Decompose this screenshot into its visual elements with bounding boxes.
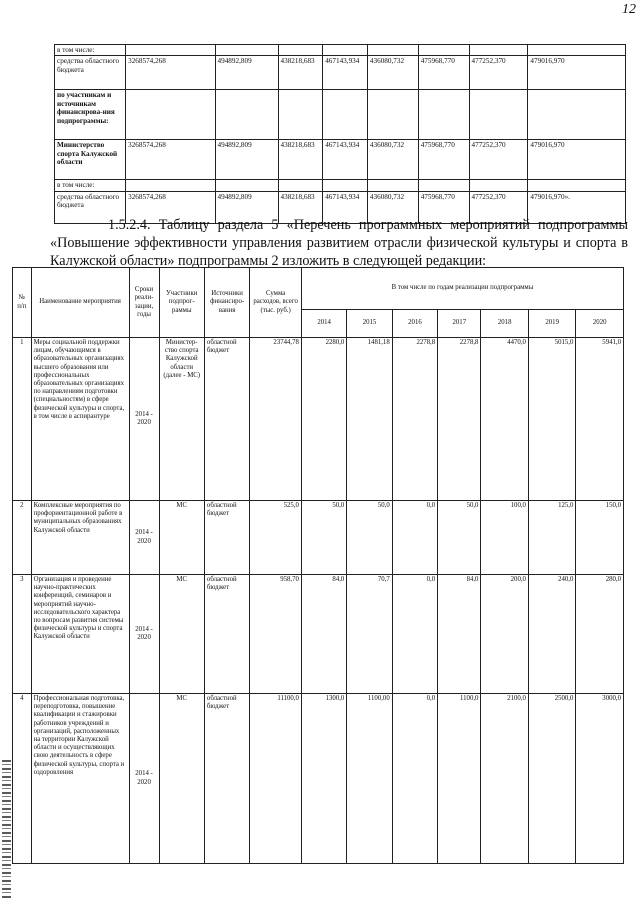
year-amount: 125,0 [528, 501, 575, 575]
measure-name: Меры социальной поддержки лицам, обучающимся в образовательных организациях высшего образования или профессиональных образовательных организациях по направлениям подготовки (специальностям) в сфере физической культуры и спорта, в том числе в аспирантуре [31, 338, 129, 501]
header-name: Наименование мероприятия [31, 268, 129, 338]
summary-cell: 436080,732 [367, 140, 418, 180]
measure-terms: 2014 - 2020 [129, 694, 159, 864]
measure-terms: 2014 - 2020 [129, 338, 159, 501]
summary-row-label: в том числе: [55, 45, 126, 56]
summary-cell [323, 45, 368, 56]
year-amount: 50,0 [301, 501, 346, 575]
table-row [13, 501, 624, 575]
summary-cell [323, 180, 368, 191]
year-amount: 2278,8 [392, 338, 437, 501]
header-year: 2014 [301, 310, 346, 338]
summary-cell [469, 180, 528, 191]
table-row [13, 575, 624, 694]
summary-cell: 438218,683 [278, 191, 323, 223]
summary-cell [215, 90, 278, 140]
year-amount: 100,0 [481, 501, 528, 575]
summary-row [55, 180, 626, 191]
year-amount: 3000,0 [576, 694, 624, 864]
summary-row [55, 56, 626, 90]
year-amount: 2100,0 [481, 694, 528, 864]
measure-name: Профессиональная подготовка, переподготовка, повышение квалификации и стажировки работников учреждений и организаций, расположенных на территории Калужской области и осуществляющих свою деятельность в сфере физической культуры, спорта и оздоровления [31, 694, 129, 864]
row-number: 1 [13, 338, 32, 501]
year-amount: 50,0 [347, 501, 392, 575]
summary-cell [469, 45, 528, 56]
summary-row [55, 45, 626, 56]
year-amount: 0,0 [392, 575, 437, 694]
summary-cell [323, 90, 368, 140]
year-amount: 2500,0 [528, 694, 575, 864]
summary-cell: 3268574,268 [126, 56, 215, 90]
summary-cell [278, 90, 323, 140]
header-year: 2020 [576, 310, 624, 338]
header-sources: Источники финансиро-вания [204, 268, 249, 338]
measure-name: Организация и проведение научно-практических конференций, семинаров и мероприятий научно-исследовательского характера по вопросам развития системы физической культуры и спорта Калужской области [31, 575, 129, 694]
measure-terms: 2014 - 2020 [129, 501, 159, 575]
year-amount: 240,0 [528, 575, 575, 694]
summary-cell: 438218,683 [278, 140, 323, 180]
measure-participant: МС [159, 694, 204, 864]
summary-cell: 479016,970». [528, 191, 626, 223]
year-amount: 150,0 [576, 501, 624, 575]
summary-cell [367, 45, 418, 56]
summary-row-label: средства областного бюджета [55, 191, 126, 223]
summary-cell: 475968,770 [418, 140, 469, 180]
total-sum: 11100,0 [250, 694, 302, 864]
scan-edge-artifact [2, 760, 11, 900]
year-amount: 280,0 [576, 575, 624, 694]
funding-source: областной бюджет [204, 501, 249, 575]
summary-cell: 438218,683 [278, 56, 323, 90]
summary-cell [367, 180, 418, 191]
summary-cell: 494892,809 [215, 56, 278, 90]
total-sum: 958,70 [250, 575, 302, 694]
summary-row [55, 90, 626, 140]
summary-cell: 479016,970 [528, 140, 626, 180]
measure-participant: МС [159, 501, 204, 575]
summary-cell: 436080,732 [367, 191, 418, 223]
funding-summary-table [54, 44, 626, 224]
total-sum: 525,0 [250, 501, 302, 575]
measure-participant: МС [159, 575, 204, 694]
year-amount: 84,0 [301, 575, 346, 694]
section-paragraph: 1.5.2.4. Таблицу раздела 5 «Перечень программных мероприятий подпрограммы «Повышение эффективности управления развитием отрасли физической культуры и спорта в Калужской области» подпрограммы 2 изложить в следующей редакции: [50, 217, 628, 269]
summary-cell [528, 90, 626, 140]
summary-cell [278, 180, 323, 191]
summary-cell [367, 90, 418, 140]
header-sum: Сумма расходов, всего (тыс. руб.) [250, 268, 302, 338]
year-amount: 5015,0 [528, 338, 575, 501]
summary-cell [418, 180, 469, 191]
summary-cell: 475968,770 [418, 191, 469, 223]
header-year: 2017 [438, 310, 481, 338]
funding-source: областной бюджет [204, 338, 249, 501]
year-amount: 1100,00 [347, 694, 392, 864]
summary-cell: 475968,770 [418, 56, 469, 90]
measure-name: Комплексные мероприятия по профориентационной работе в муниципальных образованиях Калужской области [31, 501, 129, 575]
program-measures-table [12, 267, 624, 864]
header-by-years: В том числе по годам реализации подпрограммы [301, 268, 623, 310]
year-amount: 1481,18 [347, 338, 392, 501]
row-number: 3 [13, 575, 32, 694]
header-year: 2019 [528, 310, 575, 338]
header-year: 2016 [392, 310, 437, 338]
summary-cell: 436080,732 [367, 56, 418, 90]
year-amount: 0,0 [392, 501, 437, 575]
year-amount: 2280,0 [301, 338, 346, 501]
summary-cell: 467143,934 [323, 140, 368, 180]
summary-cell: 467143,934 [323, 191, 368, 223]
year-amount: 0,0 [392, 694, 437, 864]
header-terms: Сроки реали-зации, годы [129, 268, 159, 338]
year-amount: 1100,0 [438, 694, 481, 864]
summary-cell [126, 90, 215, 140]
summary-row [55, 140, 626, 180]
row-number: 2 [13, 501, 32, 575]
header-num: № п/п [13, 268, 32, 338]
summary-cell: 494892,809 [215, 191, 278, 223]
header-year: 2018 [481, 310, 528, 338]
summary-cell: 479016,970 [528, 56, 626, 90]
header-year: 2015 [347, 310, 392, 338]
page-number: 12 [622, 2, 636, 17]
summary-cell: 477252,370 [469, 140, 528, 180]
summary-cell [126, 180, 215, 191]
summary-cell: 477252,370 [469, 56, 528, 90]
year-amount: 4470,0 [481, 338, 528, 501]
year-amount: 2278,8 [438, 338, 481, 501]
summary-cell [126, 45, 215, 56]
funding-source: областной бюджет [204, 575, 249, 694]
summary-cell [278, 45, 323, 56]
year-amount: 50,0 [438, 501, 481, 575]
summary-cell: 3268574,268 [126, 191, 215, 223]
summary-cell: 477252,370 [469, 191, 528, 223]
summary-cell [215, 180, 278, 191]
year-amount: 1300,0 [301, 694, 346, 864]
table-row [13, 694, 624, 864]
summary-cell [215, 45, 278, 56]
funding-source: областной бюджет [204, 694, 249, 864]
summary-cell [528, 45, 626, 56]
table-row [13, 338, 624, 501]
header-participants: Участники подпрог-раммы [159, 268, 204, 338]
total-sum: 23744,78 [250, 338, 302, 501]
summary-cell: 494892,809 [215, 140, 278, 180]
measure-terms: 2014 - 2020 [129, 575, 159, 694]
year-amount: 84,0 [438, 575, 481, 694]
summary-row-label: по участникам и источникам финансирова-ния подпрограммы: [55, 90, 126, 140]
year-amount: 200,0 [481, 575, 528, 694]
year-amount: 5941,0 [576, 338, 624, 501]
measure-participant: Министер-ство спорта Калужской области (далее - МС) [159, 338, 204, 501]
year-amount: 70,7 [347, 575, 392, 694]
summary-row-label: Министерство спорта Калужской области [55, 140, 126, 180]
summary-row-label: средства областного бюджета [55, 56, 126, 90]
summary-cell: 467143,934 [323, 56, 368, 90]
summary-cell [418, 90, 469, 140]
summary-cell [418, 45, 469, 56]
summary-cell [469, 90, 528, 140]
row-number: 4 [13, 694, 32, 864]
summary-cell [528, 180, 626, 191]
summary-row-label: в том числе: [55, 180, 126, 191]
summary-cell: 3268574,268 [126, 140, 215, 180]
